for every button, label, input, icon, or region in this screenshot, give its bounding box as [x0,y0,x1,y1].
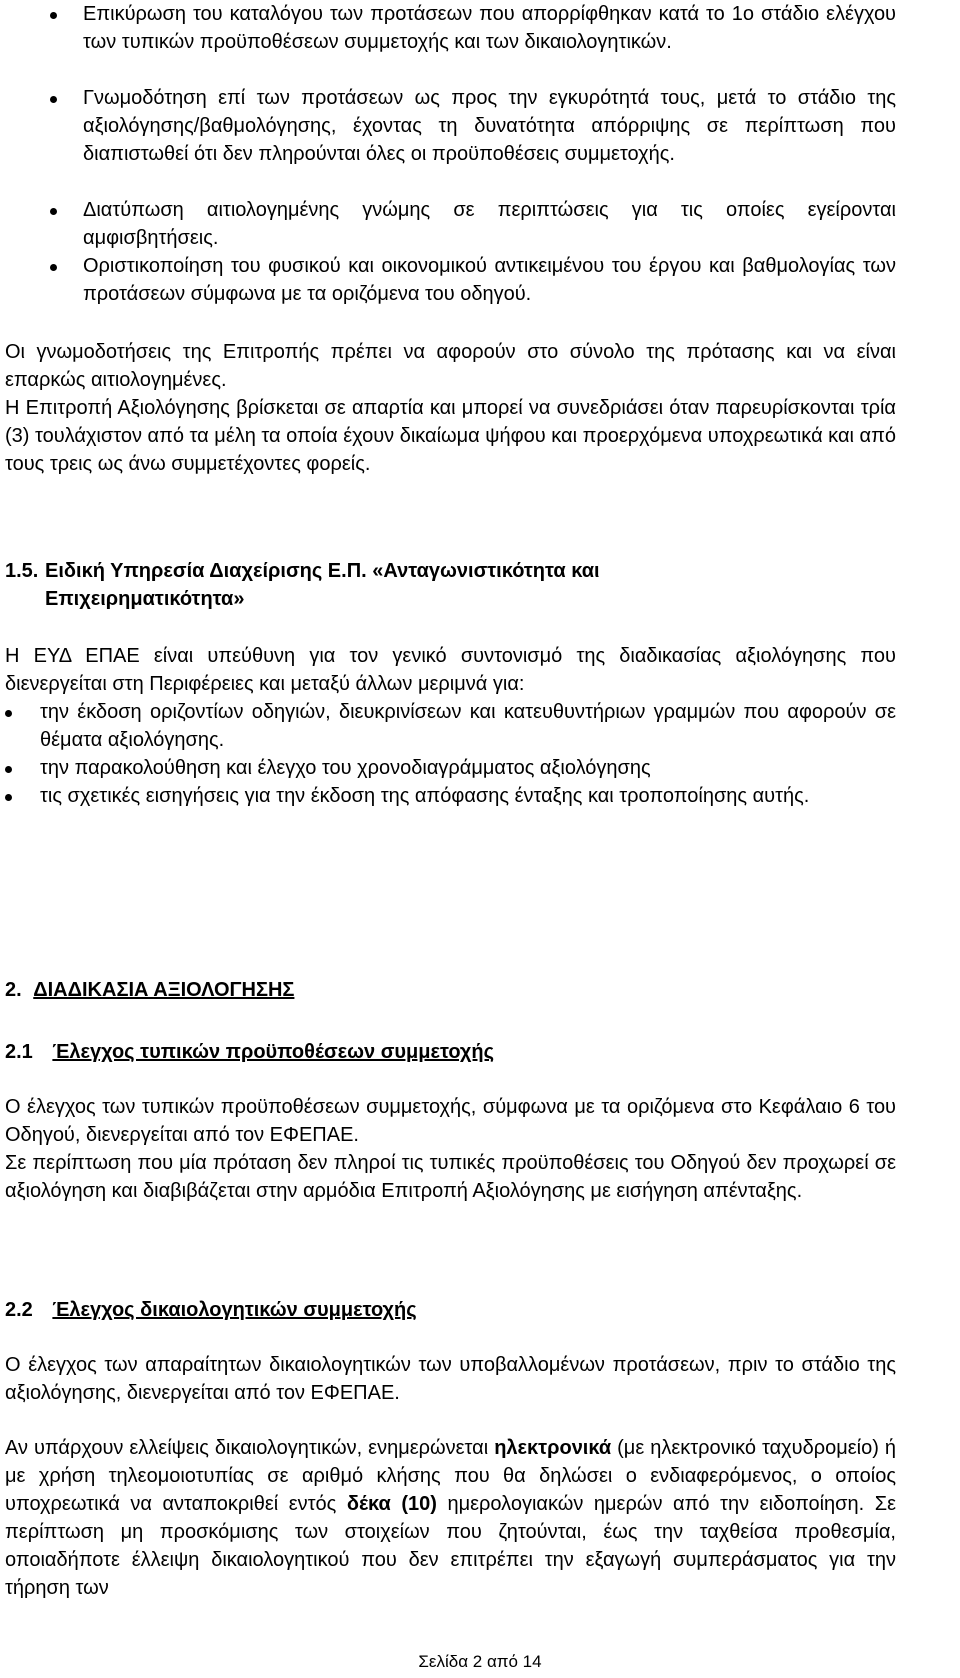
list-item-text: Επικύρωση του καταλόγου των προτάσεων που απορρίφθηκαν κατά το 1ο στάδιο ελέγχου των τυπικών προϋποθέσεων συμμετοχής και των δικαιολογητικών. [83,3,896,53]
section-heading-2-1 [5,1038,896,1066]
list-item-text: τις σχετικές εισηγήσεις για την έκδοση της απόφασης ένταξης και τροποποίησης αυτής. [40,785,810,807]
bullet-icon [5,794,12,801]
bullet-icon [5,710,12,717]
emphasis-deadline: δέκα (10) [346,1493,437,1515]
rejection-paragraph: Σε περίπτωση που μία πρόταση δεν πληροί τις τυπικές προϋποθέσεις του Οδηγού δεν προχωρεί σε αξιολόγηση και διαβιβάζεται στην αρμόδια Επιτροπή Αξιολόγησης με εισήγηση απένταξης. [5,1152,896,1202]
section-heading-2-2 [5,1296,896,1324]
bullet-icon [50,96,57,103]
page-footer: Σελίδα 2 από 14 [418,1652,542,1671]
section-heading-2 [5,976,896,1004]
section-number: 2.1 [5,1041,33,1063]
section-number: 2. [5,979,22,1001]
section-title: Έλεγχος τυπικών προϋποθέσεων συμμετοχής [52,1041,495,1063]
list-item-text: Γνωμοδότηση επί των προτάσεων ως προς την εγκυρότητά τους, μετά το στάδιο της αξιολόγησης/βαθμολόγησης, έχοντας τη δυνατότητα απόρριψης σε περίπτωση που διαπιστωθεί ότι δεν πληρούνται όλες οι προϋποθέσεις συμμετοχής. [83,87,896,165]
section-title: Ειδική Υπηρεσία Διαχείρισης Ε.Π. «Ανταγωνιστικότητα και Επιχειρηματικότητα» [45,560,600,610]
list-item-text: Διατύπωση αιτιολογημένης γνώμης σε περιπτώσεις για τις οποίες εγείρονται αμφισβητήσεις. [83,199,896,249]
bullet-icon [50,264,57,271]
missing-documents-paragraph [5,1434,896,1602]
documents-check-paragraph: Ο έλεγχος των απαραίτητων δικαιολογητικών των υποβαλλομένων προτάσεων, πριν το στάδιο της αξιολόγησης, διενεργείται από τον ΕΦΕΠΑΕ. [5,1354,896,1404]
list-item-text: την έκδοση οριζοντίων οδηγιών, διευκρινίσεων και κατευθυντήριων γραμμών που αφορούν σε θέματα αξιολόγησης. [40,701,896,751]
bullet-icon [5,766,12,773]
paragraph-text: Αν υπάρχουν ελλείψεις δικαιολογητικών, ενημερώνεται [5,1437,495,1459]
paragraph-text: ημερολογιακών ημερών από την ειδοποίηση. Σε περίπτωση μη προσκόμισης των στοιχείων που ζητούνται, έως την ταχθείσα προθεσμία, οποιαδήποτε έλλειψη δικαιολογητικού που δεν επιτρέπει την εξαγωγή συμπεράσματος για την τήρηση των [5,1493,897,1599]
list-item-text: Οριστικοποίηση του φυσικού και οικονομικού αντικειμένου του έργου και βαθμολογίας των προτάσεων σύμφωνα με τα οριζόμενα του οδηγού. [83,255,896,305]
paragraph-text: (με ηλεκτρονικό ταχυδρομείο) ή με χρήση τηλεομοιοτυπίας σε αριθμό κλήσης που θα δηλώσει ο ενδιαφερόμενος, ο οποίος υποχρεωτικά να ανταποκριθεί εντός [5,1437,897,1515]
eyd-paragraph: Η ΕΥΔ ΕΠΑΕ είναι υπεύθυνη για τον γενικό συντονισμό της διαδικασίας αξιολόγησης που διενεργείται στη Περιφέρειες και μεταξύ άλλων μεριμνά για: [5,645,896,695]
formal-check-paragraph: Ο έλεγχος των τυπικών προϋποθέσεων συμμετοχής, σύμφωνα με τα οριζόμενα στο Κεφάλαιο 6 του Οδηγού, διενεργείται από τον ΕΦΕΠΑΕ. [5,1096,896,1146]
quorum-paragraph: Η Επιτροπή Αξιολόγησης βρίσκεται σε απαρτία και μπορεί να συνεδριάσει όταν παρευρίσκονται τρία (3) τουλάχιστον από τα μέλη τα οποία έχουν δικαίωμα ψήφου και προερχόμενα υποχρεωτικά και από τους τρεις ως άνω συμμετέχοντες φορείς. [5,397,896,475]
section-title: Έλεγχος δικαιολογητικών συμμετοχής [52,1299,417,1321]
section-number: 1.5. [5,560,39,582]
emphasis-electronic: ηλεκτρονικά [494,1437,612,1459]
bullet-icon [50,208,57,215]
bullet-icon [50,12,57,19]
section-title: ΔΙΑΔΙΚΑΣΙΑ ΑΞΙΟΛΟΓΗΣΗΣ [33,979,295,1001]
opinions-paragraph: Οι γνωμοδοτήσεις της Επιτροπής πρέπει να αφορούν στο σύνολο της πρότασης και να είναι επαρκώς αιτιολογημένες. [5,341,896,391]
section-number: 2.2 [5,1299,33,1321]
list-item-text: την παρακολούθηση και έλεγχο του χρονοδιαγράμματος αξιολόγησης [40,757,651,779]
